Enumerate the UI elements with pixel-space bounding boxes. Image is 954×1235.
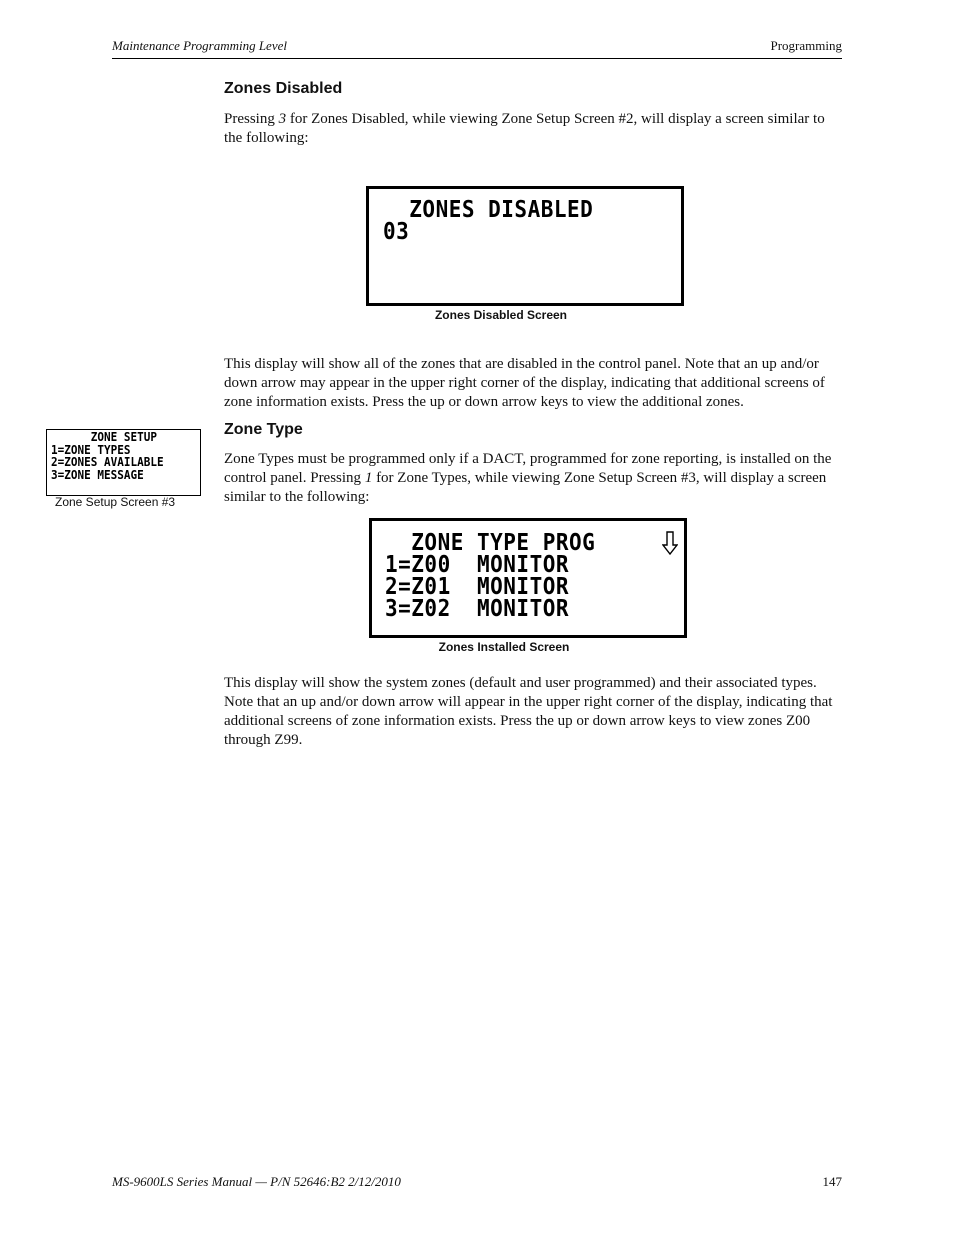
zone-type-intro [224, 450, 842, 507]
running-header-title: Maintenance Programming Level [112, 38, 287, 53]
intro-text-post: for Zone Types, while viewing Zone Setup Screen #3, will display a screen similar to the following: [224, 470, 827, 505]
zone-type-body: This display will show the system zones (default and user programmed) and their associated types. Note that an up and/or down arrow will appear in the upper right corner of the display, indicating that additional screens of zone information exists. Press the up or down arrow keys to view zones Z00 through Z99. [224, 675, 833, 748]
lcd-line-3: 2=Z01 MONITOR [385, 572, 570, 600]
lcd-line-1: ZONE TYPE PROG [385, 528, 596, 556]
lcd-line-3: 2=ZONES AVAILABLE [51, 454, 164, 470]
lcd-line-2: 1=ZONE TYPES [51, 442, 131, 457]
running-header-section: Programming [770, 38, 842, 53]
zones-disabled-caption: Zones Disabled Screen [434, 308, 568, 322]
zones-disabled-body: This display will show all of the zones that are disabled in the control panel. Note that an up and/or down arrow may appear in the upper right corner of the display, indicating that additional screens of zone information exists. Press the up or down arrow keys to view the additional zones. [224, 356, 825, 410]
zone-setup-caption: Zone Setup Screen #3 [55, 495, 176, 509]
lcd-line-4: 3=ZONE MESSAGE [51, 467, 144, 482]
intro-key: 3 [278, 111, 287, 127]
footer-manual-info: MS-9600LS Series Manual — P/N 52646:B2 2/12/2010 [112, 1174, 401, 1189]
lcd-line-2: 1=Z00 MONITOR [385, 550, 570, 578]
heading-zones-disabled: Zones Disabled [224, 80, 343, 97]
zones-disabled-intro [224, 110, 842, 148]
intro-key: 1 [364, 470, 373, 486]
page-number: 147 [822, 1174, 842, 1189]
intro-text-post: for Zones Disabled, while viewing Zone Setup Screen #2, will display a screen similar to the following: [224, 111, 825, 146]
lcd-line-2: 03 [383, 217, 410, 245]
down-arrow-icon [662, 531, 678, 555]
zones-disabled-lcd [366, 186, 684, 306]
intro-text-pre: Pressing [224, 111, 279, 127]
zones-installed-caption: Zones Installed Screen [438, 640, 570, 654]
zone-setup-lcd [46, 429, 201, 496]
zones-installed-lcd [369, 518, 687, 638]
lcd-line-4: 3=Z02 MONITOR [385, 594, 570, 622]
heading-zone-type: Zone Type [224, 421, 303, 438]
lcd-line-1: ZONE SETUP [51, 429, 157, 445]
lcd-line-1: ZONES DISABLED [383, 195, 594, 223]
header-rule [112, 58, 842, 59]
intro-text-pre: Zone Types must be programmed only if a DACT, programmed for zone reporting, is installed on the control panel. Pressing [224, 451, 832, 486]
